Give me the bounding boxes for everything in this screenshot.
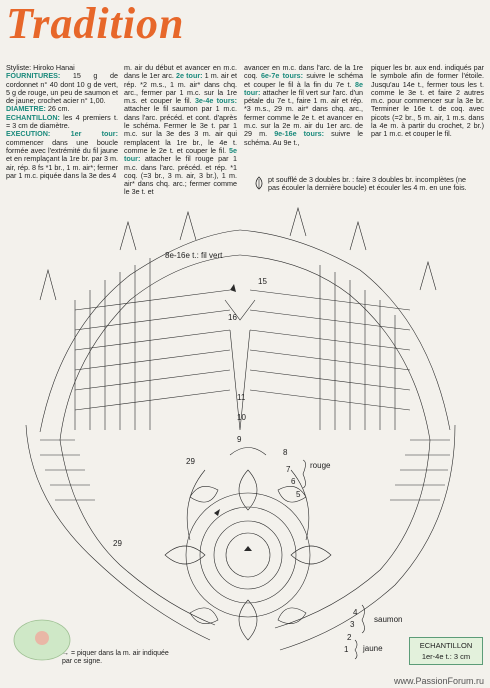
diametre-label: DIAMETRE: bbox=[6, 104, 46, 114]
col4-text-a: piquer les br. aux end. indiqués par le symbole afin de former l'étoile. Jusqu'au 14e t., fermer tous les t. comme le 3e t. et faire 2 autres m.c. pour commencer sur la 3e br. Terminer le 16e t. de coq. avec picots (=2 br., 5 m. air, 1 m.s. dans la 4e m. à partir du crochet, 2 br.) par 1 m.c. et couper le fil. bbox=[371, 63, 484, 139]
diametre-text: 26 cm. bbox=[45, 104, 70, 114]
round-number-5: 5 bbox=[296, 490, 301, 499]
execution-label: EXECUTION: 1er tour: bbox=[6, 129, 118, 139]
col3-text-c: attacher le fil vert sur l'arc. d'un pétale du 7e t., faire 1 m. air et rép. *3 m.s., 29 m. air* dans chq. arc., fermer comme le 2e t. et avancer en m.c. sur la 2e m. air du 1er arc. de 29 m. bbox=[244, 87, 363, 139]
chain-count-29-top: 29 bbox=[186, 457, 195, 466]
round-number-1: 1 bbox=[344, 645, 349, 654]
tour916-label: 9e-16e tours: bbox=[274, 129, 325, 139]
page-title: Tradition bbox=[6, 0, 185, 48]
col3-text-a: avancer en m.c. dans l'arc. de la 1re coq. bbox=[244, 63, 363, 81]
round-number-6: 6 bbox=[291, 477, 296, 486]
round-number-15: 15 bbox=[258, 277, 267, 286]
color-label-rouge: rouge bbox=[310, 461, 331, 470]
swatch-subtitle: 1er-4e t.: 3 cm bbox=[421, 652, 471, 661]
swatch-title: ECHANTILLON bbox=[419, 641, 473, 650]
round-number-2: 2 bbox=[347, 633, 352, 642]
tour67-label: 6e-7e tours: bbox=[260, 71, 304, 81]
round-number-4: 4 bbox=[353, 608, 358, 617]
echantillon-label: ECHANTILLON: bbox=[6, 112, 60, 122]
swatch-box bbox=[409, 637, 483, 665]
round-number-9: 9 bbox=[237, 435, 242, 444]
col2-text-c: attacher le fil saumon par 1 m.c. dans l'arc. précéd. et cont. d'après le schéma. Fermer le 3e t. par 1 m.c. sur la 3e des 3 m. air qui remplacent la 1re br., le 4e t. comme le 2e t. et couper le fil. bbox=[124, 104, 237, 155]
chain-count-29-left: 29 bbox=[113, 539, 122, 548]
round-number-8: 8 bbox=[283, 448, 288, 457]
footer-watermark: www.PassionForum.ru bbox=[393, 676, 484, 686]
round-number-7: 7 bbox=[286, 465, 291, 474]
execution-text: commencer dans une boucle formée avec l'extrémité du fil jaune et en remplaçant la 1re br. par 3 m. air, rép. 8 fs *1 br., 1 m. air*; fermer par 1 m.c. piquée dans la 3e des 4 bbox=[6, 137, 118, 180]
round-number-10: 10 bbox=[237, 413, 246, 422]
col2-text-d: attacher le fil rouge par 1 m.c. dans l'arc. précéd. et rép. *1 coq. (=3 br., 3 m. air, 3 br.), 1 m. air* dans chq. arc.; fermer comme le 3e t. et bbox=[124, 154, 237, 197]
round-number-16: 16 bbox=[228, 313, 237, 322]
diagram-top-label: 8e-16e t.: fil vert bbox=[165, 251, 223, 260]
round-number-3: 3 bbox=[350, 620, 355, 629]
col3-text-d: suivre le schéma. Au 9e t., bbox=[244, 129, 363, 147]
col2-text-b: 1 m. air et rép. *2 m.s., 1 m. air* dans chq. arc., fermer par 1 m.c. sur la 1re m.s. et couper le fil. bbox=[124, 71, 237, 106]
color-label-jaune: jaune bbox=[363, 644, 383, 653]
stylist-credit: Styliste: Hiroko Hanai bbox=[6, 63, 75, 72]
tour8-label: 8e tour: bbox=[244, 79, 363, 97]
tour34-label: 3e-4e tours: bbox=[194, 96, 238, 106]
fournitures-text: 15 g de cordonnet n° 40 dont 10 g de vert, 5 g de rouge, un peu de saumon et de jaune; crochet acier n° 1,00. bbox=[6, 71, 118, 106]
arrow-note-text: = piquer dans la m. air indiquée par ce signe. bbox=[62, 650, 169, 665]
fournitures-label: FOURNITURES: bbox=[6, 71, 61, 81]
arrow-note bbox=[62, 650, 172, 666]
arrow-icon: → bbox=[62, 650, 71, 657]
col2-text-a: m. air du début et avancer en m.c. dans le 1er arc. bbox=[124, 63, 237, 81]
legend-text: pt soufflé de 3 doubles br. : faire 3 doubles br. incomplètes (ne pas écouler la dernière boucle) et écouler les 4 m. en une fois. bbox=[268, 175, 467, 193]
col3-text-b: suivre le schéma et couper le fil à la fin du 7e t. bbox=[244, 71, 363, 89]
echantillon-text: les 4 premiers t. = 3 cm de diamètre. bbox=[6, 112, 118, 131]
tour5-label: 5e tour: bbox=[124, 145, 237, 164]
round-number-11: 11 bbox=[237, 393, 246, 402]
tour2-label: 2e tour: bbox=[176, 71, 203, 81]
color-label-saumon: saumon bbox=[374, 615, 403, 624]
